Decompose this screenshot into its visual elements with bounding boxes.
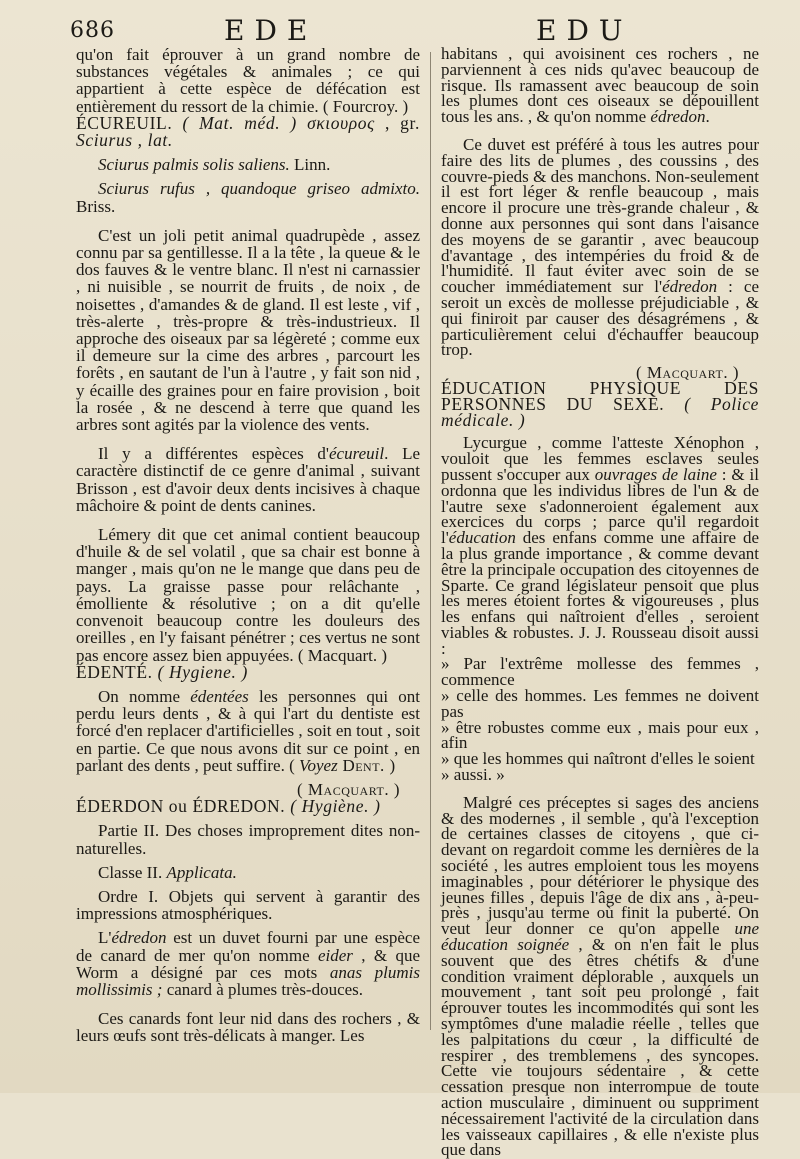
quote-line: » que les hommes qui naîtront d'elles le soient — [441, 749, 755, 769]
entry-heading-education: ÉDUCATION PHYSIQUE DES PERSONNES DU SEXE. ( Police médicale. ) — [441, 377, 759, 430]
paragraph: Lémery dit que cet animal contient beaucoup d'huile & de sel volatil , que sa chair est bonne à manger , mais qu'on ne le mange que dans peu de pays. La graisse passe pour relâchante , émolliente & résolutive ; on a dit qu'elle convenoit beaucoup contre les douleurs des oreilles , en l'y faisant pénétrer ; ces vertus ne sont pas encore assez bien appuyées. ( Macquart. ) — [76, 525, 420, 665]
paragraph: Ordre I. Objets qui servent à garantir des impressions atmosphériques. — [76, 886, 420, 924]
paragraph: habitans , qui avoisinent ces rochers , ne parviennent à ces nids qu'avec beaucoup de risque. Ils ramassent avec beaucoup de soin les plumes dont ces oiseaux se dépouillent tous les ans. , & qu'on nomme édredon. — [441, 44, 759, 127]
quote-line: » être robustes comme eux , mais pour eux , afin — [441, 717, 759, 753]
greek-name: σκιουρος — [307, 112, 375, 133]
paragraph: Ce duvet est préféré à tous les autres pour faire des lits de plumes , des coussins , des couvre-pieds & des manchons. Non-seulement il est fort léger & renfle beaucoup , mais encore il procure une très-grande chaleur , & donne aux personnes qui sont dans l'aisance des moyens de se garantir , avec beaucoup d'avantage , des intempéries du froid & de l'humidité. Il faut éviter avec soin de se coucher immédiatement sur l'édredon : ce seroit un excès de mollesse préjudiciable , & qui finiroit par causer des désagrémens , & particulièrement celui d'échauffer beaucoup trop. — [441, 134, 759, 360]
column-divider — [430, 52, 431, 1030]
entry-heading-edente: ÉDENTÉ. ( Hygiene. ) — [76, 661, 248, 682]
greek-label: , gr. — [385, 112, 420, 133]
paragraph: C'est un joli petit animal quadrupède , assez connu par sa gentillesse. Il a la tête , la queue & le dos fauves & le ventre blanc. Il n'est ni carnassier , ni nuisible , se nourrit de fruits , de noix , de noisettes , d'amandes & de gland. Il est leste , vif , très-alerte , très-propre & très-industrieux. Il approche des oiseaux par sa légèreté ; comme eux il demeure sur la cime des arbres , parcourt les forêts , en sautant de l'un à l'autre , y fait son nid , y écaille des graines pour en faire provision , boit la rosée , & ne descend à terre que quand les arbres sont agités par la violence des vents. — [76, 225, 420, 435]
paragraph: L'édredon est un duvet fourni par une espèce de canard de mer qu'on nomme eider , & que Worm a désigné par ces mots anas plumis mollissimis ; canard à plumes très-douces. — [76, 928, 420, 999]
quotation — [441, 654, 759, 785]
entry-heading-ederdon: ÉDERDON ou ÉDREDON. ( Hygiène. ) — [76, 796, 381, 817]
synonym: Sciurus palmis solis saliens. Linn. — [98, 155, 331, 175]
running-head-right: EDU — [536, 14, 633, 47]
paragraph: Malgré ces préceptes si sages des anciens & des modernes , il semble , qu'à l'exception de certaines classes de citoyens , que ci-devant on regardoit comme les dernières de la société , les autres emploient tous les moyens imaginables , pour détériorer le physique des jeunes filles , depuis l'âge de dix ans , à-peu-près , jusqu'au terme où finit la puberté. On veut leur donner ce qu'on appelle une éducation soignée , & on n'en fait le plus souvent que des êtres chétifs & d'une condition vraiment déplorable , auxquels un mouvement , tant soit peu prolongé , fait éprouver toutes les incommodités qui sont les symptômes d'une maladie réelle , telles que les palpitations du cœur , la difficulté de respirer , des tremblemens , des syncopes. Cette vie toujours sédentaire , & cette cessation presque non interrompue de toute action musculaire , diminuent ou suppriment nécessairement l'activité de la circulation dans les vaisseaux capillaires , & elle n'existe plus que dans — [441, 792, 760, 1159]
author-signature: ( Macquart. ) — [636, 363, 739, 383]
paragraph: Partie II. Des choses improprement dites non-naturelles. — [76, 821, 420, 858]
entry-subject: ( Mat. méd. ) — [182, 112, 297, 133]
paragraph: Ces canards font leur nid dans des rochers , & leurs œufs sont très-délicats à manger. Les — [76, 1009, 420, 1046]
quote-line: » Par l'extrême mollesse des femmes , commence — [441, 654, 759, 690]
quote-line: » celle des hommes. Les femmes ne doivent pas — [441, 686, 759, 721]
paragraph: On nomme édentées les personnes qui ont perdu leurs dents , & à qui l'art du dentiste est forcé d'en replacer d'artificielles , soit en tout , soit en partie. Ce que nous avons dit sur ce point , en parlant des dents , peut suffire. ( Voyez Dent. ) — [76, 686, 420, 775]
latin-name: Sciurus , lat. — [76, 130, 173, 151]
paragraph: Lycurgue , comme l'atteste Xénophon , vouloit que les femmes esclaves seules pussent s'occuper aux ouvrages de laine : & il ordonna que les individus libres de l'un & de l'autre sexe s'adonneroient également aux exercices du corps ; parce qu'il regardoit l'éducation des enfans comme une affaire de la plus grande importance , & comme devant être la principale occupation des citoyennes de Sparte. Ce grand législateur pensoit que plus les meres étoient fortes & vigoureuses , plus les enfans qui naîtroient d'elles , seroient viables & robustes. J. J. Rousseau disoit aussi : — [441, 433, 759, 658]
paragraph: qu'on fait éprouver à un grand nombre de substances végétales & animales ; ce qui appartient à cette espèce de défécation est entièrement du ressort de la chimie. ( Fourcroy. ) — [76, 45, 420, 116]
paragraph: Il y a différentes espèces d'écureuil. Le caractère distinctif de ce genre d'animal , suivant Brisson , est d'avoir deux dents incisives à chaque mâchoire & point de dents canines. — [76, 444, 420, 515]
paragraph: Classe II. Applicata. — [98, 862, 237, 882]
quote-line: » aussi. » — [441, 765, 505, 785]
entry-title: ÉCUREUIL. — [76, 112, 173, 133]
synonym: Sciurus rufus , quandoque griseo admixto. Briss. — [76, 179, 420, 216]
running-head-left: EDE — [224, 14, 318, 47]
right-column — [441, 46, 759, 1158]
author-signature: ( Macquart. ) — [297, 779, 400, 799]
entry-heading-ecureuil — [76, 112, 420, 151]
page-number: 686 — [70, 18, 115, 43]
left-column — [76, 46, 420, 1045]
